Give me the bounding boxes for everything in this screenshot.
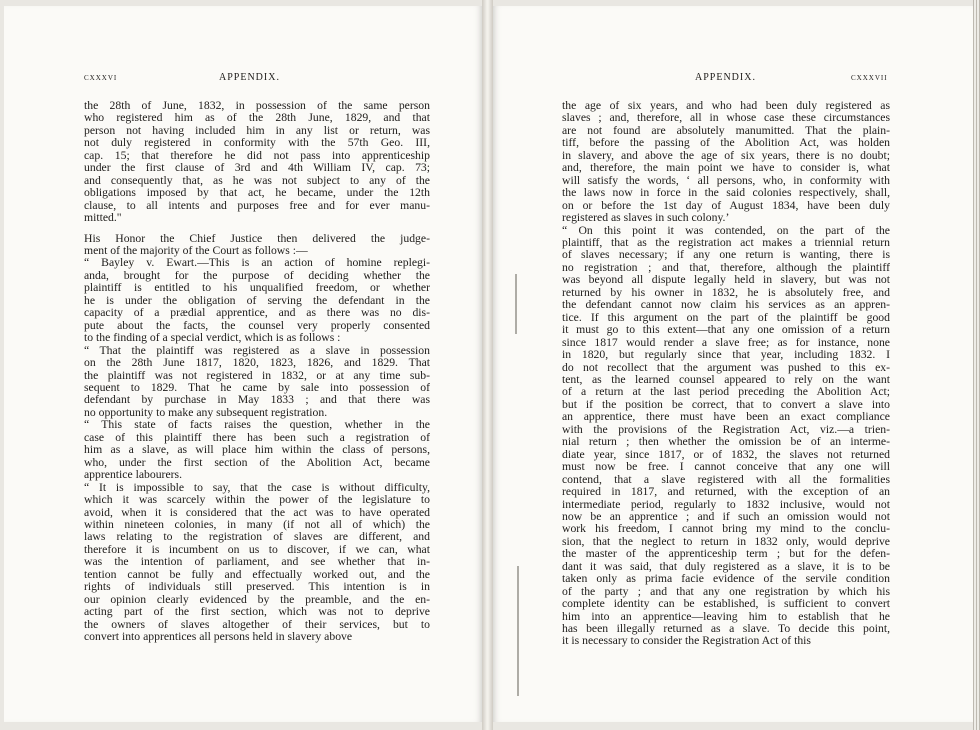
text-line: cap. 15; that therefore he did not pass into apprenticeship	[84, 149, 430, 162]
text-line: an apprentice, there must have been an exact compliance	[562, 411, 890, 424]
right-running-head: APPENDIX.	[695, 72, 756, 83]
text-line: “ On this point it was contended, on the part of the	[562, 224, 890, 237]
text-line: in slavery, and above the age of six years, there is no doubt;	[562, 149, 890, 162]
text-line: ment of the majority of the Court as follows :—	[84, 244, 308, 257]
text-line: laws relating to the registration of slaves are different, and	[84, 531, 430, 544]
margin-mark	[517, 566, 519, 696]
text-line: “ This state of facts raises the question, whether in the	[84, 419, 430, 432]
text-line: His Honor the Chief Justice then delivered the judge-	[84, 232, 430, 245]
text-line: “ It is impossible to say, that the case is without difficulty,	[84, 481, 430, 494]
text-line: tiff, before the passing of the Abolition Act, was holden	[562, 137, 890, 150]
text-line: diate year, since 1817, or of 1832, the slaves not returned	[562, 448, 890, 461]
text-line: tent, as the learned counsel appeared to rely on the want	[562, 373, 890, 386]
text-line: avoid, when it is considered that the act was to have operated	[84, 506, 430, 519]
text-line: apprentice labourers.	[84, 469, 182, 482]
page-edge	[973, 0, 980, 730]
text-line: capacity of a prædial apprentice, and as there was no dis-	[84, 307, 430, 320]
text-line: the age of six years, and who had been duly registered as	[562, 100, 890, 112]
right-folio: cxxxvii	[851, 72, 888, 83]
text-line: case of this plaintiff there has been such a registration of	[84, 431, 430, 444]
text-line: on the 28th June 1817, 1820, 1823, 1826, and 1829. That	[84, 357, 430, 370]
text-line: the laws now in force in the said colonies respectively, shall,	[562, 187, 890, 200]
text-line: and, therefore, the main point we have to consider is, what	[562, 162, 890, 175]
book-gutter	[482, 0, 493, 730]
text-line: will satisfy the words, ‘ all persons, who, in conformity with	[562, 174, 890, 187]
right-page-text	[562, 100, 890, 648]
text-line: but if the position be correct, that to convert a slave into	[562, 398, 890, 411]
text-line: since 1817 would render a slave free; as for instance, none	[562, 336, 890, 349]
text-line: and consequently that, as he was not subject to any of the	[84, 174, 430, 187]
left-folio: cxxxvi	[84, 72, 118, 83]
text-line: do not recollect that the argument was pushed to this ex-	[562, 361, 890, 374]
text-line: not duly registered in conformity with the 57th Geo. III,	[84, 137, 430, 150]
left-page-text	[84, 100, 430, 643]
text-line: work his freedom, I cannot bring my mind to the conclu-	[562, 523, 890, 536]
text-line: now be an apprentice ; and if such an omission would not	[562, 510, 890, 523]
text-line: which it was scarcely within the power of the legislature to	[84, 494, 430, 507]
text-line: within nineteen colonies, in many (if not all of which) the	[84, 518, 430, 531]
text-line: therefore it is incumbent on us to discover, if we can, what	[84, 543, 430, 556]
text-line: must now be free. I cannot conceive that any one will	[562, 461, 890, 474]
text-line: of slaves necessary; if any one return is wanting, there is	[562, 249, 890, 262]
text-line: the defendant cannot now claim his services as an appren-	[562, 299, 890, 312]
text-line: to the finding of a special verdict, which is as follows :	[84, 332, 341, 345]
text-line: tice. If this argument on the part of the plaintiff be good	[562, 311, 890, 324]
margin-mark	[515, 274, 517, 334]
text-line: him into an apprentice—leaving him to establish that he	[562, 610, 890, 623]
text-line: with the provisions of the Registration Act, viz.—a trien-	[562, 423, 890, 436]
text-line: it is necessary to consider the Registration Act of this	[562, 635, 811, 648]
text-line: tention cannot be fully and effectually worked out, and the	[84, 568, 430, 581]
text-line: clause, to all intents and purposes free and for ever manu-	[84, 199, 430, 212]
right-page	[493, 6, 973, 722]
text-line: the owners of slaves altogether of their services, but to	[84, 618, 430, 631]
text-line: who, under the first section of the Abolition Act, became	[84, 456, 430, 469]
text-line: nial return ; then whether the omission be of an interme-	[562, 436, 890, 449]
text-line: under the first clause of 3rd and 4th William IV, cap. 73;	[84, 162, 430, 175]
text-line: acting part of the first section, which was not to deprive	[84, 606, 430, 619]
paragraph-gap	[84, 225, 430, 233]
text-line: mitted."	[84, 212, 122, 225]
text-line: dant it was said, that duly registered as a slave, it is to be	[562, 560, 890, 573]
text-line: obligations imposed by that act, he became, under the 12th	[84, 187, 430, 200]
text-line: returned by his owner in 1832, he is absolutely free, and	[562, 286, 890, 299]
text-line: the plaintiff was not registered in 1832, or at any time sub-	[84, 369, 430, 382]
text-line: it must go to this extent—that any one omission of a return	[562, 324, 890, 337]
text-line: him as a slave, as will place him within the class of persons,	[84, 444, 430, 457]
text-line: plaintiff, that as the registration act makes a triennial return	[562, 236, 890, 249]
text-line: who registered him as of the 28th June, 1829, and that	[84, 112, 430, 125]
text-line: sion, that the neglect to return in 1832 only, would deprive	[562, 535, 890, 548]
text-line: he is under the obligation of serving the defendant in the	[84, 294, 430, 307]
text-line: anda, brought for the purpose of deciding whether the	[84, 269, 430, 282]
left-page	[4, 6, 482, 722]
text-line: our opinion clearly evidenced by the preamble, and the en-	[84, 593, 430, 606]
text-line: taken only as prima facie evidence of the servile condition	[562, 573, 890, 586]
text-line: person not having included him in any list or return, was	[84, 124, 430, 137]
text-line: pute about the facts, the counsel very properly consented	[84, 319, 430, 332]
text-line: intermediate period, regularly to 1832 inclusive, would not	[562, 498, 890, 511]
text-line: slaves ; and, therefore, all in whose case these circumstances	[562, 112, 890, 125]
text-line: complete identity can be established, is sufficient to convert	[562, 598, 890, 611]
text-line: on or before the 1st day of August 1834, have been duly	[562, 199, 890, 212]
text-line: no registration ; and that, therefore, although the plaintiff	[562, 261, 890, 274]
text-line: the master of the apprenticeship term ; but for the defen-	[562, 548, 890, 561]
text-line: registered as slaves in such colony.’	[562, 212, 730, 225]
text-line: the 28th of June, 1832, in possession of the same person	[84, 100, 430, 112]
text-line: plaintiff is entitled to his unqualified freedom, or whether	[84, 282, 430, 295]
text-line: convert into apprentices all persons held in slavery above	[84, 631, 353, 644]
text-line: no opportunity to make any subsequent registration.	[84, 406, 328, 419]
text-line: in 1820, but regularly since that year, including 1832. I	[562, 349, 890, 362]
text-line: has been illegally returned as a slave. To decide this point,	[562, 623, 890, 636]
left-running-head: APPENDIX.	[219, 72, 280, 83]
text-line: required in 1817, and returned, with the exception of an	[562, 486, 890, 499]
text-line: “ Bayley v. Ewart.—This is an action of homine replegi-	[84, 257, 430, 270]
text-line: was beyond all dispute legally held in slavery, but was not	[562, 274, 890, 287]
text-line: sequent to 1829. That he came by sale into possession of	[84, 381, 430, 394]
text-line: are not found are absolutely manumitted. That the plain-	[562, 124, 890, 137]
text-line: was the intention of parliament, and see whether that in-	[84, 556, 430, 569]
text-line: “ That the plaintiff was registered as a slave in possession	[84, 344, 430, 357]
text-line: contend, that a slave registered with all the formalities	[562, 473, 890, 486]
text-line: defendant by purchase in May 1833 ; and that there was	[84, 394, 430, 407]
text-line: of a return at the last period preceding the Abolition Act;	[562, 386, 890, 399]
text-line: rights of individuals still preserved. This intention is in	[84, 581, 430, 594]
text-line: of the party ; and that any one registration by which his	[562, 585, 890, 598]
